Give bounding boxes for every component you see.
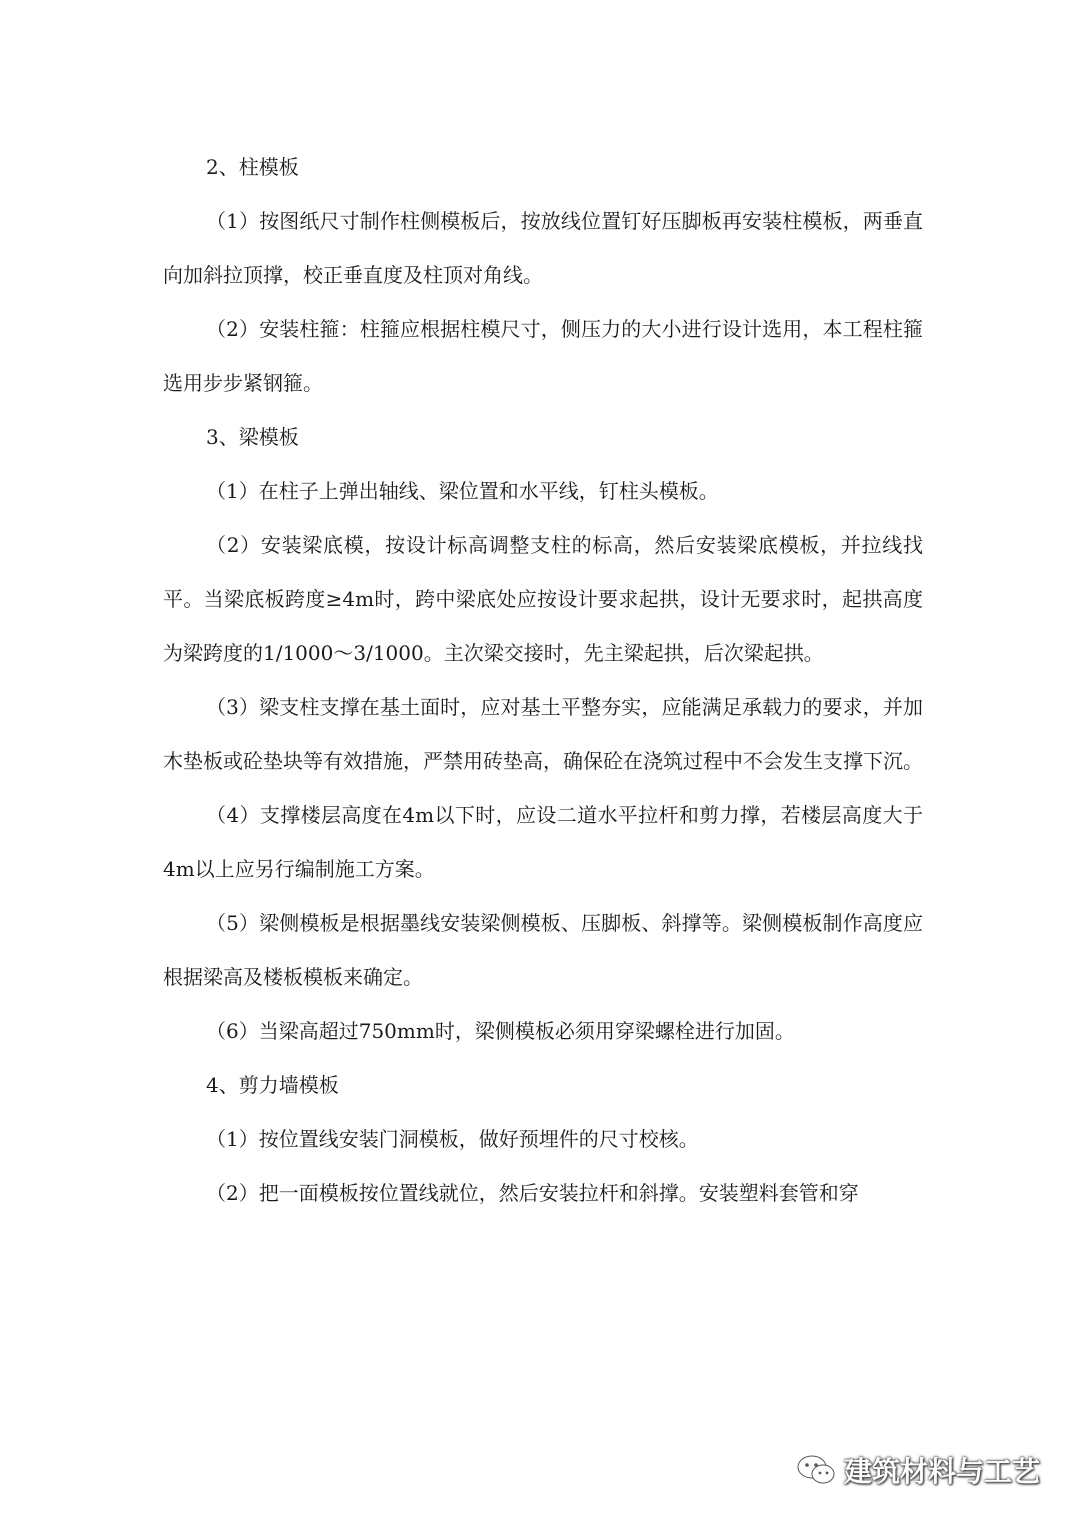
paragraph: （3）梁支柱支撑在基土面时，应对基土平整夯实，应能满足承载力的要求，并加木垫板或砼垫块等有效措施，严禁用砖垫高，确保砼在浇筑过程中不会发生支撑下沉。 xyxy=(163,695,923,773)
paragraph: （2）把一面模板按位置线就位，然后安装拉杆和斜撑。安装塑料套管和穿 xyxy=(206,1181,859,1205)
paragraph: （6）当梁高超过750mm时，梁侧模板必须用穿梁螺栓进行加固。 xyxy=(206,1019,795,1043)
paragraph: （5）梁侧模板是根据墨线安装梁侧模板、压脚板、斜撑等。梁侧模板制作高度应根据梁高及楼板模板来确定。 xyxy=(163,911,923,989)
section-heading: 3、梁模板 xyxy=(206,425,299,449)
paragraph: （2）安装梁底模，按设计标高调整支柱的标高，然后安装梁底模板，并拉线找平。当梁底板跨度≥4m时，跨中梁底处应按设计要求起拱，设计无要求时，起拱高度为梁跨度的1/1000～3/1000。主次梁交接时，先主梁起拱，后次梁起拱。 xyxy=(163,533,923,665)
section-beam-formwork xyxy=(163,410,923,1058)
paragraph: （1）在柱子上弹出轴线、梁位置和水平线，钉柱头模板。 xyxy=(206,479,719,503)
paragraph: （1）按图纸尺寸制作柱侧模板后，按放线位置钉好压脚板再安装柱模板，两垂直向加斜拉顶撑，校正垂直度及柱顶对角线。 xyxy=(163,209,923,287)
paragraph: （1）按位置线安装门洞模板，做好预埋件的尺寸校核。 xyxy=(206,1127,699,1151)
wechat-icon xyxy=(796,1454,836,1486)
watermark-text: 建筑材料与工艺 xyxy=(843,1455,1040,1488)
paragraph: （4）支撑楼层高度在4m以下时，应设二道水平拉杆和剪力撑，若楼层高度大于4m以上应另行编制施工方案。 xyxy=(163,803,923,881)
watermark xyxy=(796,1450,1040,1490)
section-shear-wall-formwork xyxy=(163,1058,923,1220)
paragraph: （2）安装柱箍：柱箍应根据柱模尺寸，侧压力的大小进行设计选用，本工程柱箍选用步步紧钢箍。 xyxy=(163,317,923,395)
document-body xyxy=(163,140,923,1220)
section-heading: 2、柱模板 xyxy=(206,155,299,179)
section-heading: 4、剪力墙模板 xyxy=(206,1073,339,1097)
section-column-formwork xyxy=(163,140,923,410)
